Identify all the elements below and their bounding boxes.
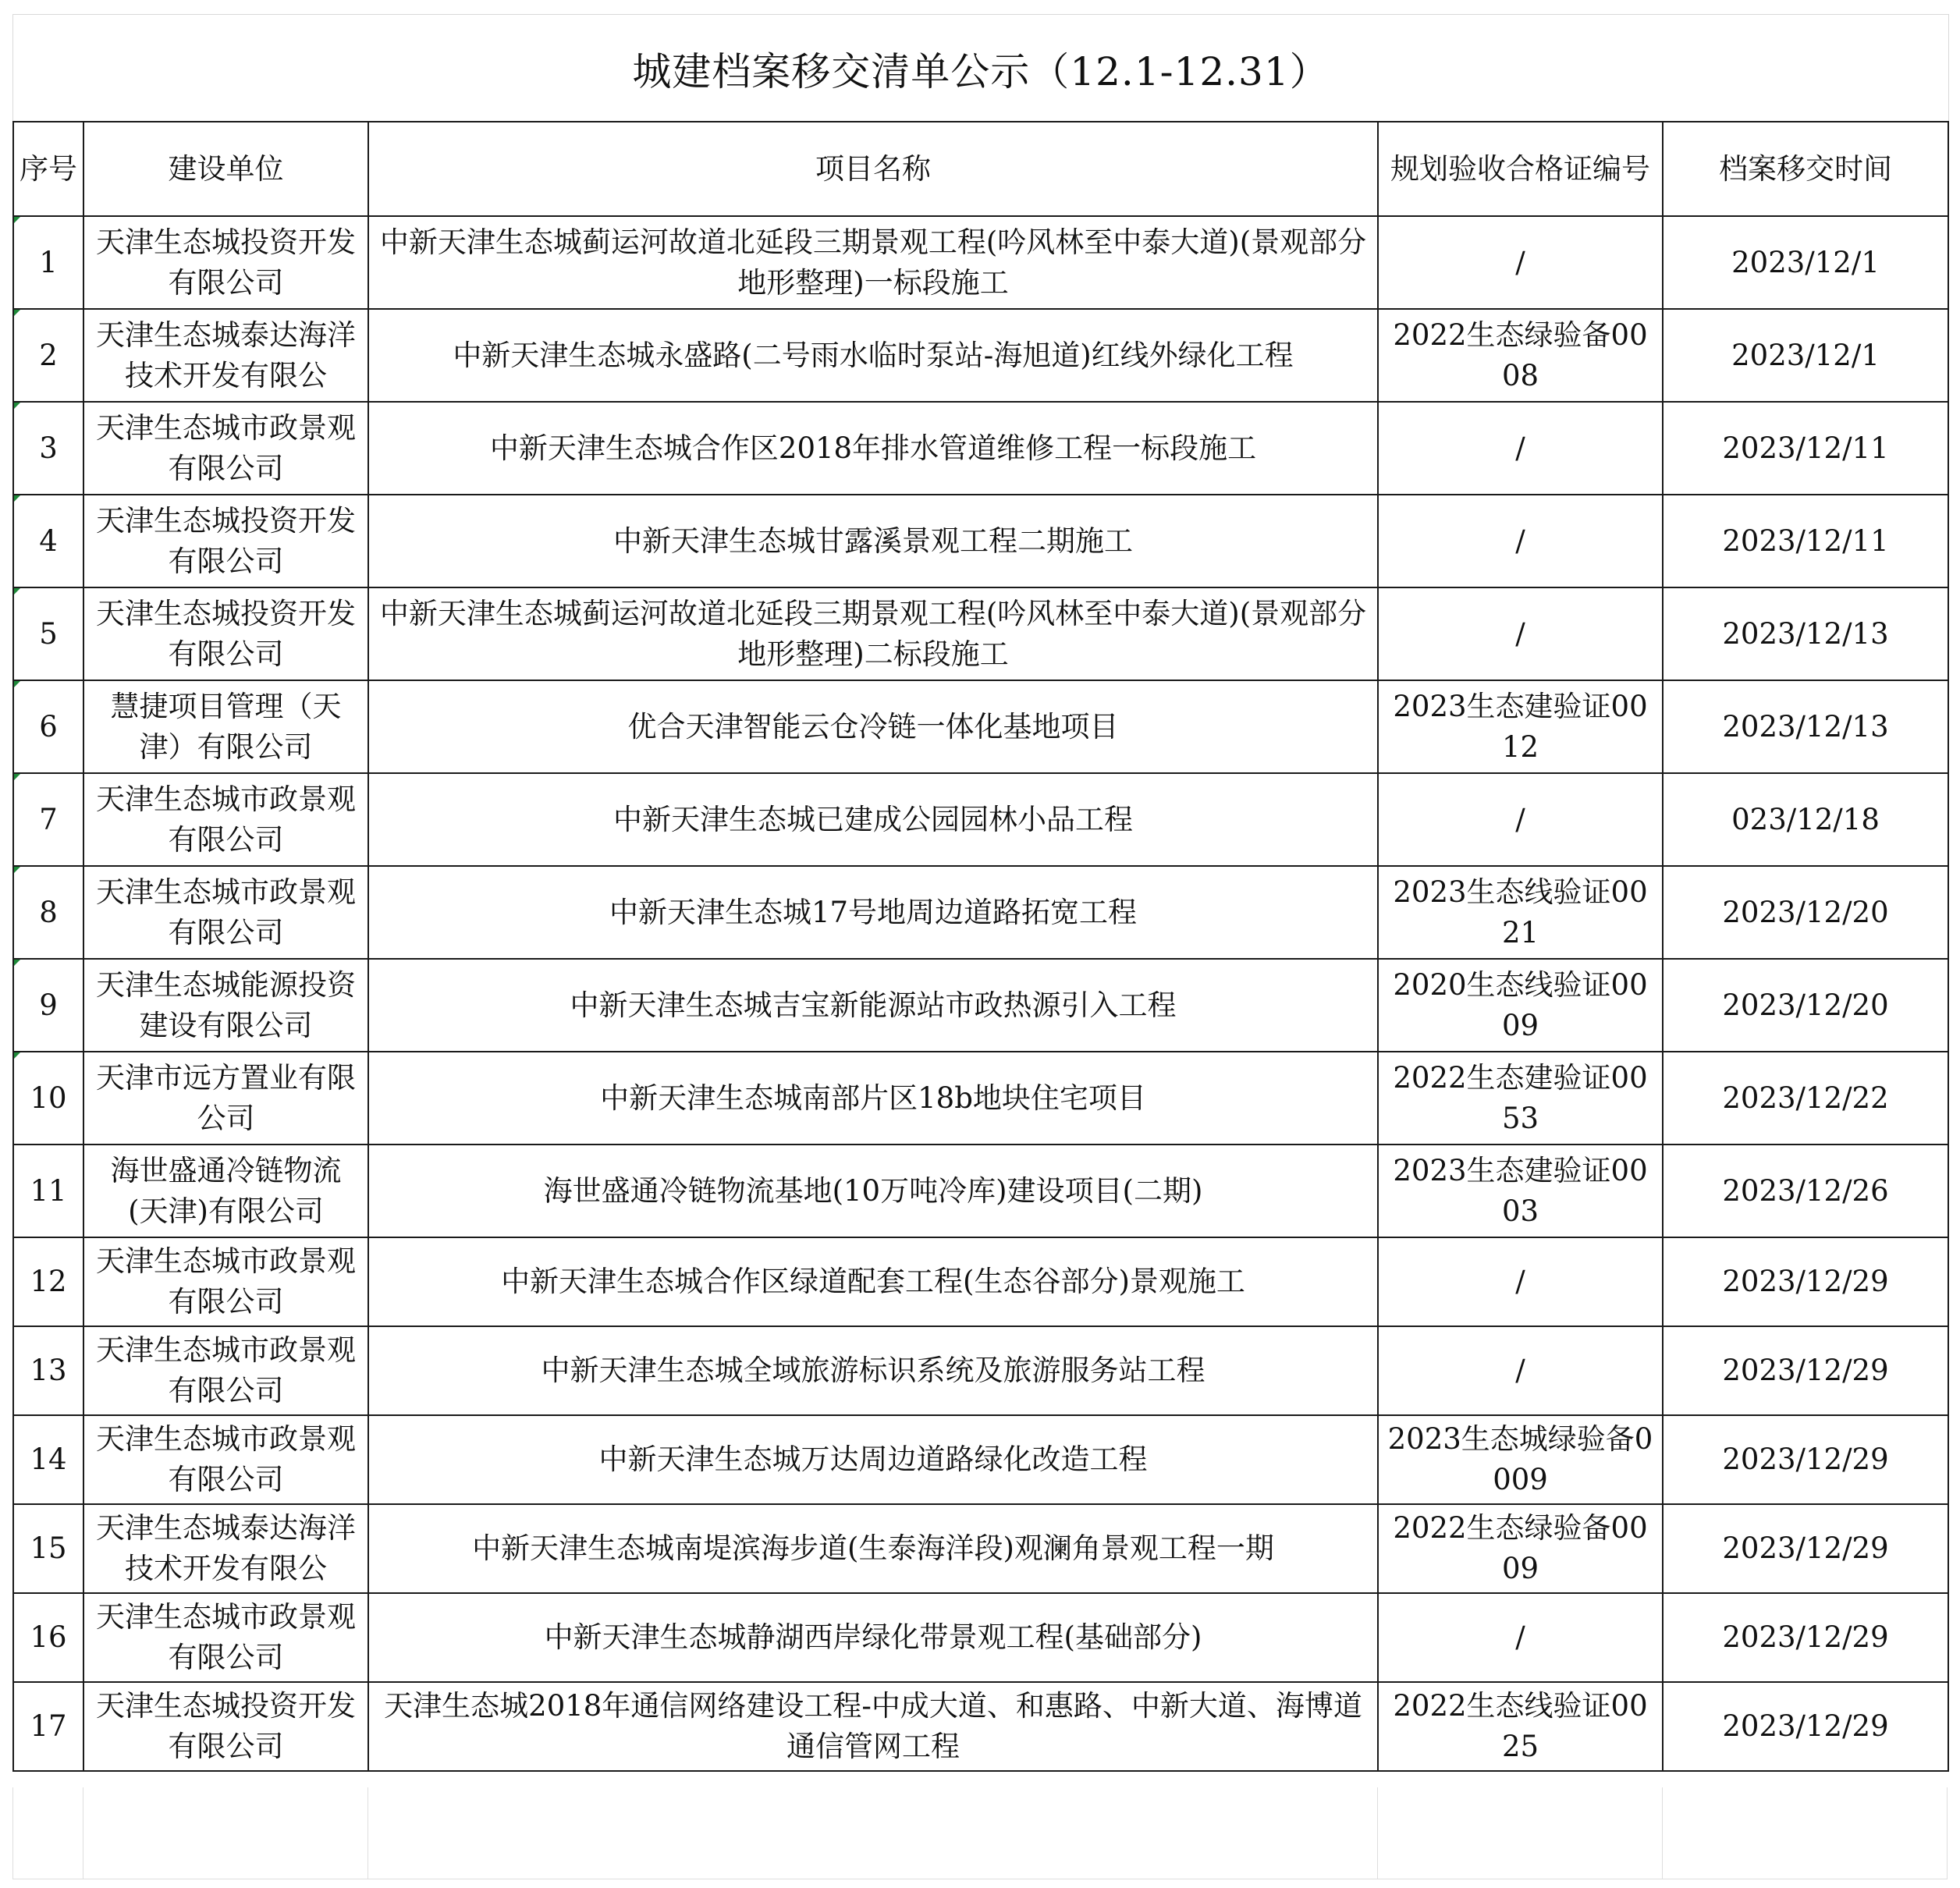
table-row [13,216,1948,309]
cell-date-text: 2023/12/1 [1731,338,1880,372]
cell-unit-text: 天津生态城市政景观有限公司 [96,1244,356,1318]
cell-serial-text: 1 [39,245,58,279]
header-serial[interactable]: 序号 [13,122,83,216]
cell-project[interactable] [368,866,1378,959]
cell-unit-text: 天津生态城市政景观有限公司 [96,410,356,485]
number-as-text-indicator-icon [14,1052,20,1059]
number-as-text-indicator-icon [14,588,20,594]
cell-project[interactable] [368,1682,1378,1771]
cell-date[interactable] [1663,1326,1948,1415]
cell-cert[interactable] [1378,866,1663,959]
table-row [13,587,1948,680]
cell-serial-text: 13 [30,1354,67,1387]
cell-project-text: 中新天津生态城万达周边道路绿化改造工程 [598,1443,1148,1476]
cell-cert-text: 2022生态线验证0025 [1393,1689,1648,1763]
table-row [13,1593,1948,1682]
cell-serial[interactable] [13,1326,83,1415]
cell-date[interactable] [1663,1415,1948,1504]
cell-serial[interactable] [13,216,83,309]
cell-date-text: 2023/12/11 [1722,523,1889,558]
table-row [13,1237,1948,1326]
cell-serial-text: 14 [30,1443,67,1476]
cell-unit[interactable] [83,402,368,495]
table-row [13,1504,1948,1593]
cell-date[interactable] [1663,1682,1948,1771]
cell-unit[interactable] [83,587,368,680]
cell-cert-text: / [1515,245,1525,279]
cell-project-text: 中新天津生态城合作区2018年排水管道维修工程一标段施工 [489,431,1257,465]
cell-unit-text: 天津生态城投资开发有限公司 [96,1689,356,1763]
cell-unit-text: 天津生态城市政景观有限公司 [96,1600,356,1674]
cell-unit-text: 慧捷项目管理（天津）有限公司 [110,689,342,764]
cell-date-text: 2023/12/26 [1722,1173,1889,1208]
cell-cert[interactable] [1378,1593,1663,1682]
cell-project-text: 中新天津生态城吉宝新能源站市政热源引入工程 [570,988,1177,1022]
cell-project-text: 中新天津生态城已建成公园园林小品工程 [613,802,1133,836]
cell-serial-text: 16 [30,1620,67,1654]
cell-date[interactable] [1663,216,1948,309]
cell-date[interactable] [1663,1237,1948,1326]
table-row [13,1326,1948,1415]
cell-serial-text: 8 [39,895,58,929]
cell-unit[interactable] [83,1145,368,1237]
cell-date-text: 2023/12/29 [1722,1531,1889,1565]
cell-serial-text: 3 [39,431,58,465]
table-row [13,309,1948,402]
cell-cert[interactable] [1378,1326,1663,1415]
cell-cert-text: 2023生态建验证0012 [1393,689,1648,764]
cell-project[interactable] [368,402,1378,495]
cell-project-text: 中新天津生态城永盛路(二号雨水临时泵站-海旭道)红线外绿化工程 [453,338,1294,372]
cell-serial[interactable] [13,1052,83,1145]
cell-project[interactable] [368,1052,1378,1145]
table-row [13,1415,1948,1504]
cell-date[interactable] [1663,680,1948,773]
cell-date-text: 2023/12/29 [1722,1620,1889,1654]
cell-serial-text: 7 [39,802,58,836]
cell-cert[interactable] [1378,1682,1663,1771]
cell-cert-text: / [1515,523,1525,558]
cell-unit-text: 天津生态城市政景观有限公司 [96,875,356,949]
cell-project[interactable] [368,309,1378,402]
table-row [13,866,1948,959]
number-as-text-indicator-icon [14,867,20,873]
cell-serial[interactable] [13,1682,83,1771]
cell-unit-text: 天津生态城市政景观有限公司 [96,1422,356,1496]
cell-project-text: 中新天津生态城南部片区18b地块住宅项目 [600,1081,1146,1115]
header-unit[interactable]: 建设单位 [83,122,368,216]
cell-cert[interactable] [1378,587,1663,680]
cell-date[interactable] [1663,959,1948,1052]
cell-unit[interactable] [83,1593,368,1682]
cell-project[interactable] [368,1504,1378,1593]
table-row [13,1145,1948,1237]
cell-unit[interactable] [83,1326,368,1415]
cell-project-text: 优合天津智能云仓冷链一体化基地项目 [627,709,1119,743]
cell-project[interactable] [368,959,1378,1052]
cell-serial[interactable] [13,959,83,1052]
header-date[interactable]: 档案移交时间 [1663,122,1948,216]
table-row [13,959,1948,1052]
cell-serial[interactable] [13,495,83,587]
cell-project-text: 天津生态城2018年通信网络建设工程-中成大道、和惠路、中新大道、海博道通信管网工程 [384,1689,1362,1763]
cell-serial-text: 2 [39,338,58,372]
cell-serial-text: 10 [30,1081,67,1115]
cell-unit-text: 天津生态城投资开发有限公司 [96,596,356,671]
cell-serial-text: 17 [30,1709,67,1743]
cell-cert-text: 2022生态绿验备0009 [1393,1511,1648,1585]
cell-cert[interactable] [1378,773,1663,866]
cell-project-text: 中新天津生态城蓟运河故道北延段三期景观工程(吟风林至中泰大道)(景观部分地形整理)二标段施工 [379,596,1367,671]
cell-unit[interactable] [83,309,368,402]
cell-unit[interactable] [83,216,368,309]
number-as-text-indicator-icon [14,495,20,502]
cell-cert[interactable] [1378,216,1663,309]
cell-project-text: 中新天津生态城甘露溪景观工程二期施工 [613,523,1133,558]
cell-serial[interactable] [13,402,83,495]
cell-cert-text: / [1515,1265,1525,1298]
cell-serial-text: 12 [30,1265,67,1298]
cell-cert-text: / [1515,616,1525,651]
cell-cert-text: / [1515,802,1525,836]
cell-unit[interactable] [83,1237,368,1326]
cell-cert[interactable] [1378,680,1663,773]
cell-unit[interactable] [83,1504,368,1593]
cell-project[interactable] [368,1145,1378,1237]
cell-cert-text: 2023生态建验证0003 [1393,1153,1648,1228]
cell-date-text: 2023/12/29 [1722,1354,1889,1387]
table-body [13,216,1948,1771]
cell-cert-text: / [1515,431,1525,465]
cell-unit[interactable] [83,866,368,959]
cell-date-text: 2023/12/29 [1722,1443,1889,1476]
cell-project-text: 中新天津生态城合作区绿道配套工程(生态谷部分)景观施工 [501,1265,1245,1298]
cell-serial-text: 15 [30,1531,67,1565]
cell-cert[interactable] [1378,959,1663,1052]
cell-unit-text: 天津生态城投资开发有限公司 [96,225,356,300]
cell-cert-text: / [1515,1620,1525,1654]
number-as-text-indicator-icon [14,403,20,409]
cell-unit-text: 天津生态城投资开发有限公司 [96,503,356,578]
cell-serial[interactable] [13,309,83,402]
cell-date[interactable] [1663,866,1948,959]
cell-unit[interactable] [83,1052,368,1145]
cell-project-text: 中新天津生态城南堤滨海步道(生泰海洋段)观澜角景观工程一期 [472,1531,1274,1565]
archive-transfer-table [12,121,1949,1772]
cell-cert[interactable] [1378,1415,1663,1504]
cell-project[interactable] [368,1326,1378,1415]
empty-grid-area [12,1787,1948,1879]
cell-unit-text: 天津生态城能源投资建设有限公司 [96,967,356,1042]
cell-project-text: 中新天津生态城静湖西岸绿化带景观工程(基础部分) [544,1620,1202,1654]
number-as-text-indicator-icon [14,310,20,316]
cell-date[interactable] [1663,1593,1948,1682]
title-cell[interactable] [12,14,1949,122]
cell-cert[interactable] [1378,1145,1663,1237]
cell-date[interactable] [1663,309,1948,402]
cell-project[interactable] [368,216,1378,309]
cell-cert-text: 2022生态建验证0053 [1393,1060,1648,1135]
cell-project[interactable] [368,587,1378,680]
cell-cert[interactable] [1378,402,1663,495]
cell-date-text: 2023/12/20 [1722,895,1889,929]
cell-serial-text: 5 [39,616,58,651]
cell-project[interactable] [368,1415,1378,1504]
cell-serial[interactable] [13,866,83,959]
cell-date-text: 2023/12/22 [1722,1081,1889,1115]
cell-serial-text: 11 [30,1173,67,1208]
cell-unit[interactable] [83,773,368,866]
number-as-text-indicator-icon [14,960,20,966]
cell-project-text: 中新天津生态城蓟运河故道北延段三期景观工程(吟风林至中泰大道)(景观部分地形整理)一标段施工 [379,225,1367,300]
cell-unit-text: 天津市远方置业有限公司 [96,1060,356,1135]
cell-date-text: 2023/12/29 [1722,1265,1889,1298]
table-row [13,680,1948,773]
cell-date[interactable] [1663,1504,1948,1593]
table-row [13,773,1948,866]
cell-serial-text: 6 [39,709,58,743]
header-project[interactable]: 项目名称 [368,122,1378,216]
page-title: 城建档案移交清单公示（12.1-12.31） [632,48,1330,94]
cell-cert[interactable] [1378,495,1663,587]
cell-date-text: 2023/12/1 [1731,245,1880,279]
cell-cert-text: / [1515,1354,1525,1387]
table-row [13,402,1948,495]
cell-serial[interactable] [13,1415,83,1504]
cell-serial-text: 4 [39,523,58,558]
number-as-text-indicator-icon [14,774,20,780]
cell-date-text: 2023/12/20 [1722,988,1889,1022]
cell-project-text: 中新天津生态城全域旅游标识系统及旅游服务站工程 [541,1354,1205,1387]
cell-serial[interactable] [13,773,83,866]
cell-cert[interactable] [1378,1052,1663,1145]
cell-unit-text: 天津生态城市政景观有限公司 [96,782,356,857]
cell-unit-text: 天津生态城泰达海洋技术开发有限公 [96,318,356,392]
table-row [13,1682,1948,1771]
cell-date[interactable] [1663,402,1948,495]
cell-date[interactable] [1663,1145,1948,1237]
number-as-text-indicator-icon [14,217,20,223]
cell-date[interactable] [1663,773,1948,866]
cell-date-text: 2023/12/13 [1722,709,1889,743]
cell-serial[interactable] [13,587,83,680]
cell-unit[interactable] [83,680,368,773]
cell-project[interactable] [368,1593,1378,1682]
cell-serial[interactable] [13,1504,83,1593]
cell-date-text: 2023/12/11 [1722,431,1889,465]
table-row [13,1052,1948,1145]
cell-date[interactable] [1663,587,1948,680]
cell-unit[interactable] [83,495,368,587]
cell-cert[interactable] [1378,1237,1663,1326]
cell-date[interactable] [1663,495,1948,587]
cell-project[interactable] [368,680,1378,773]
cell-date-text: 2023/12/13 [1722,616,1889,651]
cell-cert-text: 2023生态城绿验备0009 [1387,1422,1653,1496]
cell-cert-text: 2023生态线验证0021 [1393,875,1648,949]
cell-unit[interactable] [83,959,368,1052]
number-as-text-indicator-icon [14,681,20,687]
cell-cert-text: 2022生态绿验备0008 [1393,318,1648,392]
cell-serial[interactable] [13,1593,83,1682]
cell-unit[interactable] [83,1682,368,1771]
cell-project-text: 中新天津生态城17号地周边道路拓宽工程 [609,895,1138,929]
header-cert[interactable]: 规划验收合格证编号 [1378,122,1663,216]
cell-project[interactable] [368,495,1378,587]
cell-project[interactable] [368,1237,1378,1326]
cell-serial[interactable] [13,1145,83,1237]
cell-serial[interactable] [13,1237,83,1326]
cell-date-text: 2023/12/29 [1722,1709,1889,1743]
cell-date-text: 023/12/18 [1731,802,1880,836]
cell-date[interactable] [1663,1052,1948,1145]
cell-cert[interactable] [1378,1504,1663,1593]
cell-unit[interactable] [83,1415,368,1504]
cell-serial-text: 9 [39,988,58,1022]
cell-unit-text: 海世盛通冷链物流(天津)有限公司 [110,1153,342,1228]
cell-project-text: 海世盛通冷链物流基地(10万吨冷库)建设项目(二期) [543,1173,1203,1208]
table-row [13,495,1948,587]
cell-unit-text: 天津生态城市政景观有限公司 [96,1333,356,1407]
header-row [13,122,1948,216]
cell-unit-text: 天津生态城泰达海洋技术开发有限公 [96,1511,356,1585]
cell-cert[interactable] [1378,309,1663,402]
cell-project[interactable] [368,773,1378,866]
cell-cert-text: 2020生态线验证0009 [1393,967,1648,1042]
cell-serial[interactable] [13,680,83,773]
